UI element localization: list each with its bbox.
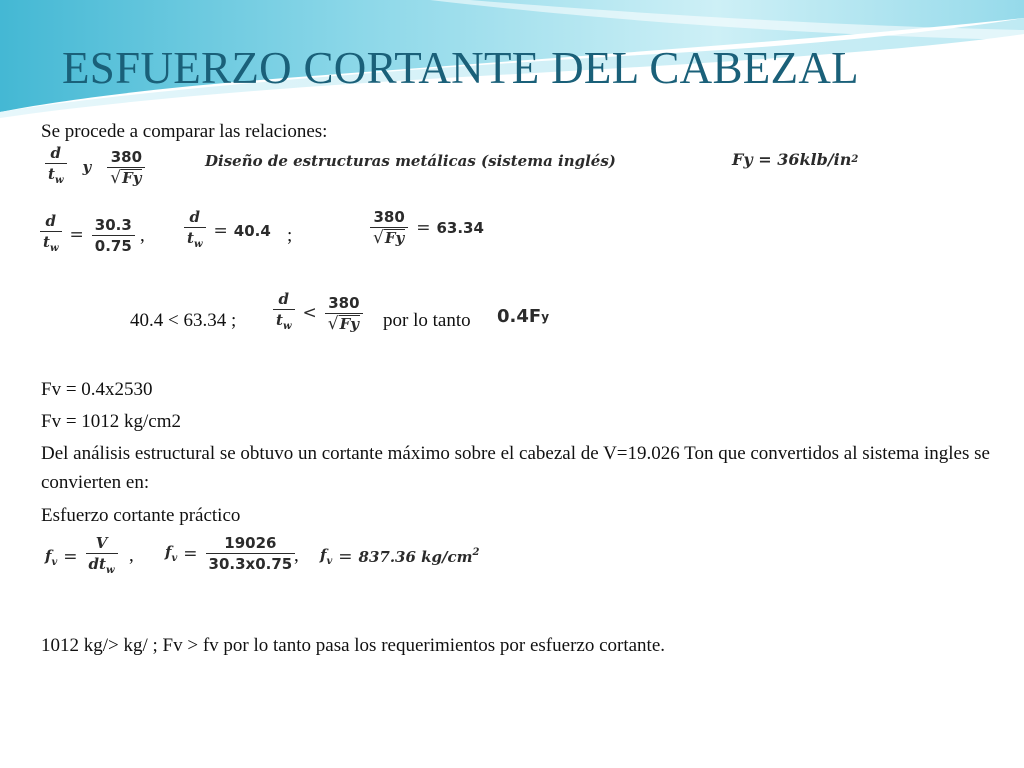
conclusion-text: 1012 kg/> kg/ ; Fv > fv por lo tanto pasa los requerimientos por esfuerzo cortante. <box>41 635 666 656</box>
intro-text: Se procede a comparar las relaciones: <box>41 121 328 142</box>
fraction-380-over-root-fy: 380 √ Fy <box>107 148 145 187</box>
formula-ratio-pair <box>43 144 147 190</box>
separator-comma-2: , <box>129 545 134 566</box>
book-reference: Diseño de estructuras metálicas (sistema inglés) <box>205 152 616 170</box>
fv-line-1: Fv = 0.4x2530 <box>41 379 153 400</box>
formula-fv-result: $f_v$ = 837.36 $kg/cm^2$ <box>320 546 480 567</box>
fv-line-2: Fv = 1012 kg/cm2 <box>41 411 182 432</box>
coefficient-0-4fy: 0.4F y <box>497 306 550 327</box>
formula-fv-substitution: $f_v$ = $\frac{19026}{30.3x0.75}$ <box>165 534 297 573</box>
formula-380-root-fy-result: 380 √ Fy = 63.34 <box>368 208 484 247</box>
and-word: y <box>82 158 92 176</box>
formula-d-tw-result: $\frac{d}{t_w}$ = 40.4 <box>182 208 271 254</box>
comparison-text: 40.4 < 63.34 ; <box>130 310 237 331</box>
therefore-text: por lo tanto <box>383 310 471 331</box>
fy-value: Fy = 36klb/in 2 <box>732 150 859 169</box>
comparison-inequality: $\frac{d}{t_w}$ < 380 √ Fy <box>271 290 365 336</box>
separator-semicolon-1: ; <box>287 225 293 246</box>
formula-fv-definition: $f_v$ = $\frac{V}{dt_w}$ <box>45 534 120 580</box>
separator-comma-3: , <box>294 545 299 566</box>
practical-label: Esfuerzo cortante práctico <box>41 505 241 526</box>
fraction-d-over-tw: $\frac{d}{t_w}$ <box>45 144 67 190</box>
separator-comma-1: , <box>140 225 145 246</box>
analysis-paragraph: Del análisis estructural se obtuvo un cortante máximo sobre el cabezal de V=19.026 Ton que convertidos al sistema ingles se convierten en: <box>41 443 990 493</box>
formula-d-tw-calc: $\frac{d}{t_w}$ = $\frac{30.3}{0.75}$ <box>38 212 137 258</box>
slide-title: ESFUERZO CORTANTE DEL CABEZAL <box>62 43 859 93</box>
